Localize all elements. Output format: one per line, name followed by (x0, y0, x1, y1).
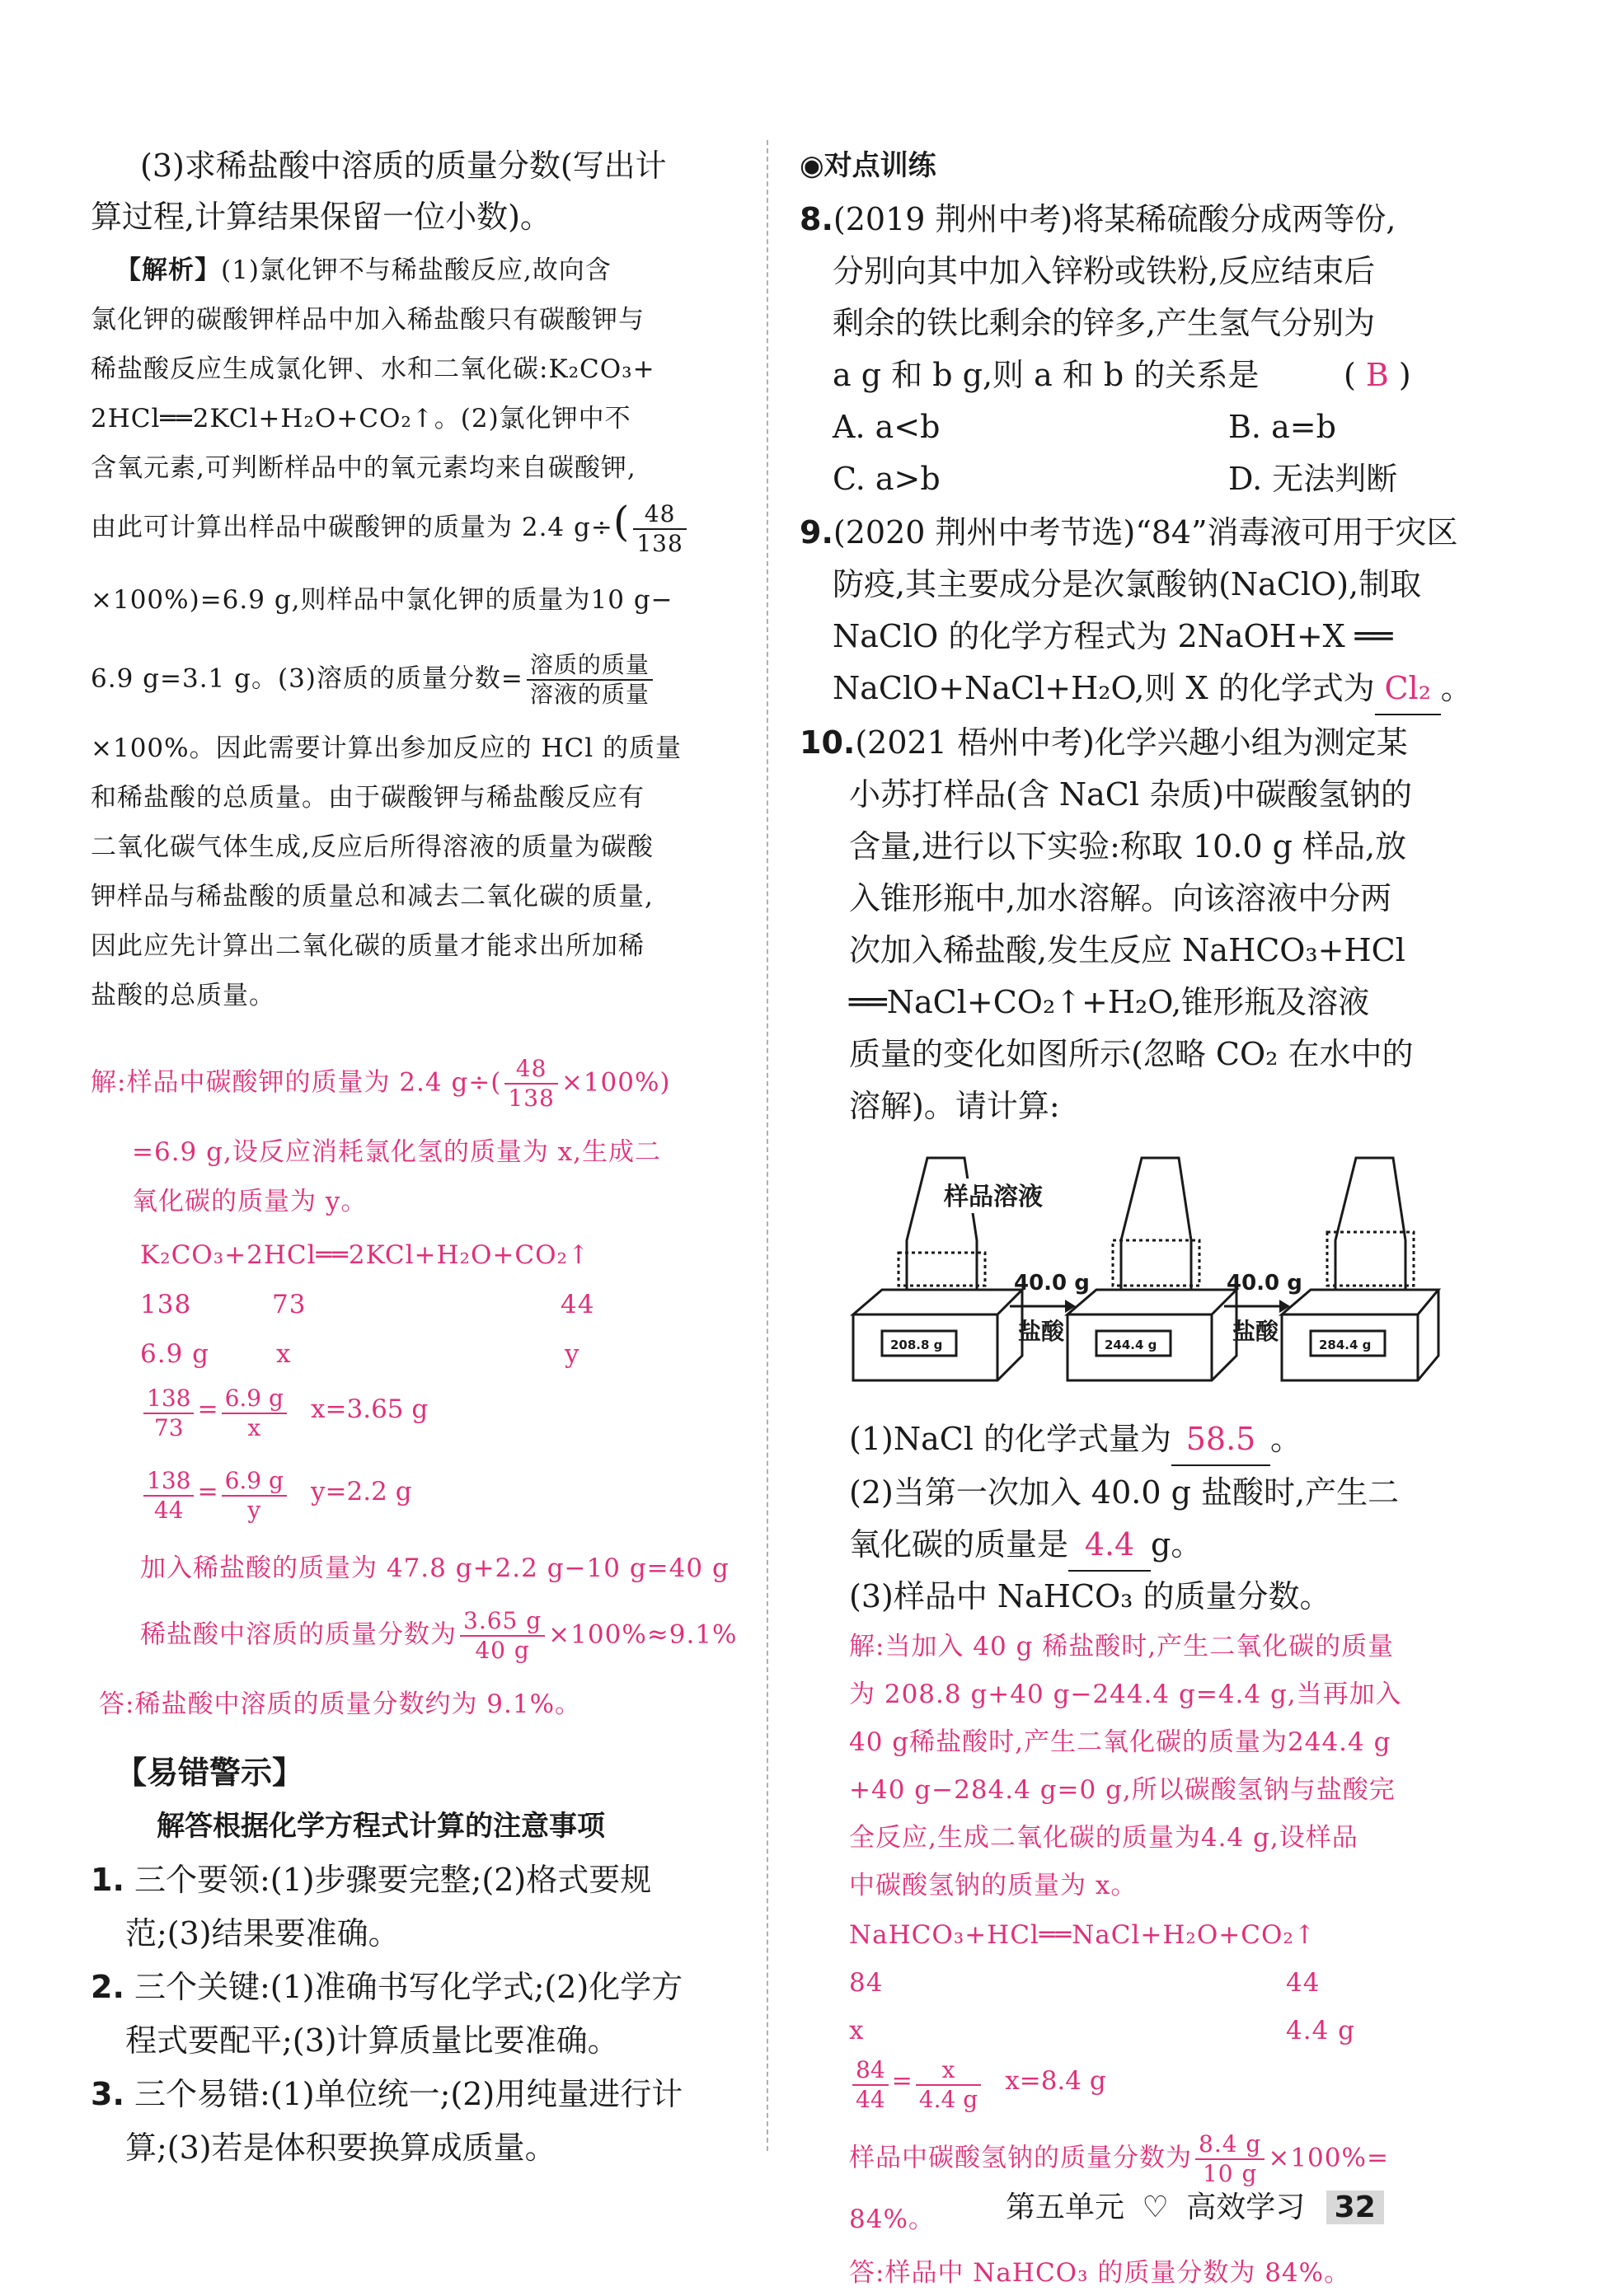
q9-line-3: NaClO 的化学方程式为 2NaOH+X ══ (833, 618, 1393, 654)
solution-molar-138: 138 (140, 1290, 192, 1319)
analysis-line-4: 2HCl══2KCl+H₂O+CO₂↑。(2)氯化钾中不 (91, 404, 631, 433)
q8-option-c: C. a>b (833, 461, 941, 497)
q8-option-d: D. 无法判断 (1228, 461, 1398, 497)
solution-line-2: =6.9 g,设反应消耗氯化氢的质量为 x,生成二 (132, 1137, 662, 1167)
q10-mass-co2: 4.4 g (1286, 2016, 1355, 2045)
page-number: 32 (1326, 2191, 1384, 2224)
q10-line-8: 溶解)。请计算: (849, 1088, 1060, 1124)
warn-title: 【易错警示】 (115, 1755, 304, 1791)
q10-line-2: 小苏打样品(含 NaCl 杂质)中碳酸氢钠的 (849, 776, 1412, 813)
analysis-line-7: ×100%)=6.9 g,则样品中氯化钾的质量为10 g− (91, 585, 673, 615)
q10-solution-line-1: 解:当加入 40 g 稀盐酸时,产生二氧化碳的质量 (849, 1632, 1395, 1661)
q10-answer: 答:样品中 NaHCO₃ 的质量分数为 84%。 (849, 2258, 1351, 2288)
solution-molar-44: 44 (561, 1290, 595, 1319)
solution-ratio-1: $\frac{138}{73}$ = $\frac{6.9 g}{x}$ x=3.65 g (140, 1385, 428, 1442)
q8-line-4: a g 和 b g,则 a 和 b 的关系是 (833, 357, 1260, 393)
q10-solution-equation: NaHCO₃+HCl══NaCl+H₂O+CO₂↑ (849, 1920, 1316, 1950)
q10-sub1: (1)NaCl 的化学式量为 58.5 。 (849, 1413, 1302, 1466)
q10-molar-84: 84 (849, 1968, 884, 1998)
q10-sub2-line-1: (2)当第一次加入 40.0 g 盐酸时,产生二 (849, 1474, 1400, 1511)
scale-3-reading: 284.4 g (1319, 1338, 1372, 1352)
heart-icon: ♡ (1142, 2191, 1169, 2224)
q8-line-2: 分别向其中加入锌粉或铁粉,反应结束后 (833, 253, 1376, 289)
solution-line-3: 氧化碳的质量为 y。 (132, 1187, 368, 1216)
warn-item-1-line-2: 范;(3)结果要准确。 (125, 1915, 400, 1952)
analysis-line-13: 因此应先计算出二氧化碳的质量才能求出所加稀 (91, 931, 645, 961)
warn-item-1-line-1: 1. 三个要领:(1)步骤要完整;(2)格式要规 (91, 1862, 652, 1898)
q8-option-b: B. a=b (1228, 409, 1336, 445)
solution-fraction-48-138: $\frac{48}{138}$ (504, 1055, 557, 1113)
q10-ratio: $\frac{84}{44}$ = $\frac{x}{4.4 g}$ x=8.4 g (849, 2056, 1106, 2114)
q10-percent-line: 样品中碳酸氢钠的质量分数为 $\frac{8.4 g}{10 g}$ ×100%= (849, 2130, 1389, 2187)
warn-item-2-line-1: 2. 三个关键:(1)准确书写化学式;(2)化学方 (91, 1969, 683, 2005)
q10-mass-x: x (849, 2016, 865, 2045)
q10-line-3: 含量,进行以下实验:称取 10.0 g 样品,放 (849, 828, 1407, 865)
solution-line-4: 加入稀盐酸的质量为 47.8 g+2.2 g−10 g=40 g (140, 1553, 730, 1583)
q10-solution-line-5: 全反应,生成二氧化碳的质量为4.4 g,设样品 (849, 1823, 1358, 1853)
solution-mass-y: y (565, 1339, 580, 1369)
q3-line-2: 算过程,计算结果保留一位小数)。 (91, 199, 551, 235)
q9-line-4: NaClO+NaCl+H₂O,则 X 的化学式为 Cl₂ 。 (833, 663, 1472, 715)
q10-percent-result: 84%。 (849, 2205, 935, 2234)
scale-2-reading: 244.4 g (1105, 1338, 1157, 1352)
footer-title: 高效学习 (1186, 2191, 1306, 2224)
experiment-diagram (849, 1141, 1443, 1413)
q8-line-1: 8.(2019 荆州中考)将某稀硫酸分成两等份, (800, 201, 1396, 237)
q10-solution-line-2: 为 208.8 g+40 g−244.4 g=4.4 g,当再加入 (849, 1680, 1402, 1709)
analysis-line-14: 盐酸的总质量。 (91, 981, 275, 1010)
analysis-line-3: 稀盐酸反应生成氯化钾、水和二氧化碳:K₂CO₃+ (91, 354, 655, 384)
solution-mass-x: x (276, 1339, 292, 1369)
label-sample-solution: 样品溶液 (944, 1183, 1043, 1211)
flask-1-liquid (899, 1253, 985, 1286)
warn-item-2-line-2: 程式要配平;(3)计算质量比要准确。 (125, 2022, 619, 2059)
warn-item-3-line-1: 3. 三个易错:(1)单位统一;(2)用纯量进行计 (91, 2076, 683, 2112)
q8-answer: ( B ) (1344, 357, 1411, 393)
solution-line-5: 稀盐酸中溶质的质量分数为 $\frac{3.65 g}{40 g}$ ×100%≈9.1% (140, 1607, 738, 1664)
fraction-48-138: $\frac{48}{138}$ (633, 500, 686, 558)
warn-item-3-line-2: 算;(3)若是体积要换算成质量。 (125, 2130, 556, 2166)
analysis-line-6: 由此可计算出样品中碳酸钾的质量为 2.4 g÷( $\frac{48}{138}$ (91, 499, 690, 558)
label-add2-name: 盐酸 (1232, 1318, 1279, 1345)
q10-solution-line-4: +40 g−284.4 g=0 g,所以碳酸氢钠与盐酸完 (849, 1775, 1396, 1805)
flask-1 (907, 1158, 977, 1290)
warn-heading: 解答根据化学方程式计算的注意事项 (157, 1810, 605, 1843)
label-add1-name: 盐酸 (1018, 1318, 1065, 1345)
scale-1-reading: 208.8 g (890, 1338, 943, 1352)
solution-equation: K₂CO₃+2HCl══2KCl+H₂O+CO₂↑ (140, 1240, 590, 1270)
analysis-line-9: ×100%。因此需要计算出参加反应的 HCl 的质量 (91, 733, 682, 763)
q10-sub2-line-2: 氧化碳的质量是 4.4 g。 (849, 1519, 1202, 1572)
q9-line-1: 9.(2020 荆州中考节选)“84”消毒液可用于灾区 (800, 514, 1458, 551)
page-footer (1006, 2184, 1384, 2226)
q10-line-5: 次加入稀盐酸,发生反应 NaHCO₃+HCl (849, 932, 1405, 968)
solution-line-1: 解:样品中碳酸钾的质量为 2.4 g÷( $\frac{48}{138}$ ×100%) (91, 1055, 671, 1112)
balance-1-top (853, 1290, 1022, 1314)
analysis-line-1: 【解析】(1)氯化钾不与稀盐酸反应,故向含 (115, 255, 612, 285)
solution-answer: 答:稀盐酸中溶质的质量分数约为 9.1%。 (99, 1689, 582, 1719)
q10-solution-line-6: 中碳酸氢钠的质量为 x。 (849, 1871, 1138, 1900)
q9-line-2: 防疫,其主要成分是次氯酸钠(NaClO),制取 (833, 566, 1422, 602)
q8-line-3: 剩余的铁比剩余的锌多,产生氢气分别为 (833, 305, 1376, 341)
label-add1-mass: 40.0 g (1014, 1271, 1090, 1296)
q10-line-6: ══NaCl+CO₂↑+H₂O,锥形瓶及溶液 (849, 984, 1370, 1020)
flask-2 (1121, 1158, 1191, 1290)
section-title: ◉对点训练 (800, 149, 936, 182)
q10-line-4: 入锥形瓶中,加水溶解。向该溶液中分两 (849, 880, 1392, 916)
analysis-line-8: 6.9 g=3.1 g。(3)溶质的质量分数= $\frac{\text{溶质的质量}}{\text{溶液的质量}}$ (91, 651, 656, 709)
analysis-line-12: 钾样品与稀盐酸的质量总和减去二氧化碳的质量, (91, 882, 654, 911)
flask-3 (1335, 1158, 1405, 1290)
q10-line-7: 质量的变化如图所示(忽略 CO₂ 在水中的 (849, 1036, 1414, 1072)
analysis-line-5: 含氧元素,可判断样品中的氧元素均来自碳酸钾, (91, 453, 636, 483)
q10-solution-line-3: 40 g稀盐酸时,产生二氧化碳的质量为244.4 g (849, 1727, 1391, 1757)
solution-mass-k2co3: 6.9 g (140, 1339, 209, 1369)
q10-molar-44: 44 (1286, 1968, 1321, 1998)
analysis-line-2: 氯化钾的碳酸钾样品中加入稀盐酸只有碳酸钾与 (91, 305, 645, 335)
q8-option-a: A. a<b (833, 409, 941, 445)
analysis-line-11: 二氧化碳气体生成,反应后所得溶液的质量为碳酸 (91, 832, 654, 862)
solution-ratio-2: $\frac{138}{44}$ = $\frac{6.9 g}{y}$ y=2.2 g (140, 1467, 412, 1525)
fraction-solute-solution: $\frac{\text{溶质的质量}}{\text{溶液的质量}}$ (527, 651, 653, 709)
q10-sub3: (3)样品中 NaHCO₃ 的质量分数。 (849, 1578, 1331, 1614)
q3-line-1: (3)求稀盐酸中溶质的质量分数(写出计 (140, 148, 667, 184)
analysis-label: 【解析】 (115, 255, 221, 285)
label-add2-mass: 40.0 g (1227, 1271, 1302, 1296)
footer-unit: 第五单元 (1006, 2191, 1125, 2224)
q10-line-1: 10.(2021 梧州中考)化学兴趣小组为测定某 (800, 724, 1408, 761)
column-divider (767, 140, 768, 2151)
solution-molar-73: 73 (272, 1290, 307, 1319)
analysis-line-10: 和稀盐酸的总质量。由于碳酸钾与稀盐酸反应有 (91, 783, 645, 813)
